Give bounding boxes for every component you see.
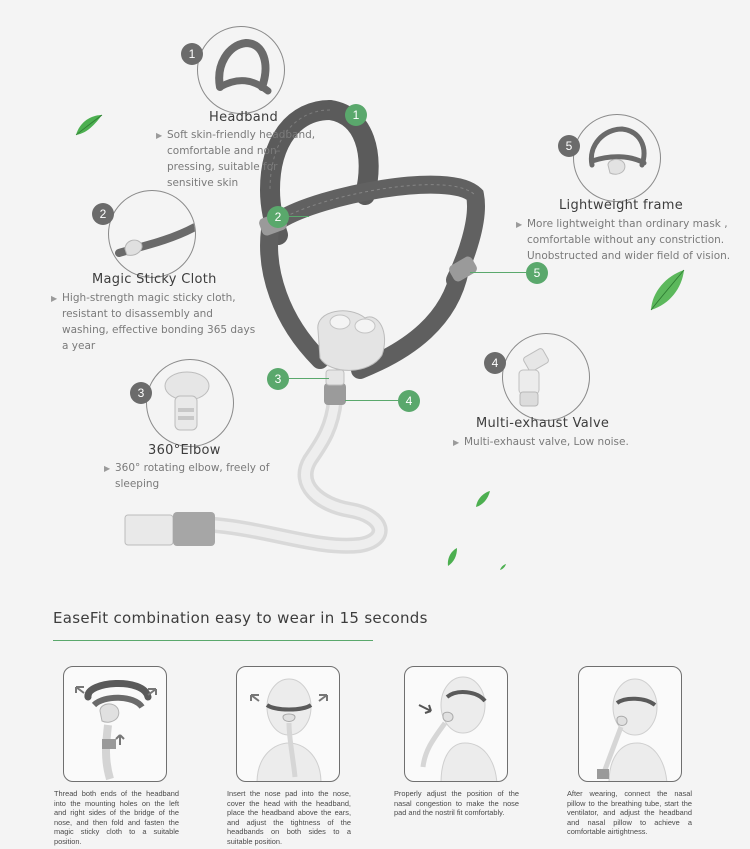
callout-badge: 5 xyxy=(526,262,548,284)
step-image xyxy=(63,666,167,782)
feature-title: Lightweight frame xyxy=(559,198,684,213)
callout-badge: 1 xyxy=(345,104,367,126)
feature-title: 360°Elbow xyxy=(148,443,221,458)
elbow-thumbnail xyxy=(146,359,234,447)
feature-title: Magic Sticky Cloth xyxy=(92,272,217,287)
callout-badge: 2 xyxy=(267,206,289,228)
bullet-triangle-icon: ▶ xyxy=(104,464,111,473)
callout-badge: 4 xyxy=(398,390,420,412)
frame-thumbnail xyxy=(573,114,661,202)
bullet-triangle-icon: ▶ xyxy=(516,220,523,229)
section-divider xyxy=(53,640,373,641)
headband-thumbnail xyxy=(197,26,285,114)
feature-number-badge: 2 xyxy=(92,203,114,225)
section-title: EaseFit combination easy to wear in 15 seconds xyxy=(53,609,428,627)
feature-description: ▶ More lightweight than ordinary mask , comfortable without any constriction. Unobstructed and wider field of vision. xyxy=(516,218,731,262)
bullet-triangle-icon: ▶ xyxy=(453,438,460,447)
feature-number-badge: 5 xyxy=(558,135,580,157)
step-image xyxy=(236,666,340,782)
feature-description: ▶ Multi-exhaust valve, Low noise. xyxy=(464,434,664,450)
step-image xyxy=(578,666,682,782)
step-description: Properly adjust the position of the nasal congestion to make the nose pad and the nostril fit comfortably. xyxy=(394,789,519,818)
step-image xyxy=(404,666,508,782)
sticky-cloth-thumbnail xyxy=(108,190,196,278)
leaf-decoration xyxy=(74,113,104,137)
feature-description: ▶ High-strength magic sticky cloth, resistant to disassembly and washing, effective bonding 365 days a year xyxy=(51,292,256,352)
feature-title: Headband xyxy=(209,110,279,125)
bullet-triangle-icon: ▶ xyxy=(51,294,58,303)
leaf-decoration xyxy=(648,268,686,312)
step-description: Insert the nose pad into the nose, cover the head with the headband, place the headband above the ears, and adjust the tightness of the headbands on both sides to a suitable position. xyxy=(227,789,351,846)
feature-description: ▶ 360° rotating elbow, freely of sleeping xyxy=(104,462,270,490)
feature-number-badge: 4 xyxy=(484,352,506,374)
step-description: Thread both ends of the headband into the mounting holes on the left and right sides of the bridge of the nose, and then fold and fasten the magic sticky cloth to a suitable position. xyxy=(54,789,179,846)
valve-thumbnail xyxy=(502,333,590,421)
feature-description: ▶ Soft skin-friendly headband, comfortable and non-pressing, suitable for sensitive skin xyxy=(156,129,316,189)
feature-title: Multi-exhaust Valve xyxy=(476,416,610,431)
feature-number-badge: 3 xyxy=(130,382,152,404)
step-description: After wearing, connect the nasal pillow to the breathing tube, start the ventilator, and adjust the headband and nasal pillow to achieve a comfortable airtightness. xyxy=(567,789,692,837)
feature-number-badge: 1 xyxy=(181,43,203,65)
bullet-triangle-icon: ▶ xyxy=(156,131,163,140)
callout-badge: 3 xyxy=(267,368,289,390)
